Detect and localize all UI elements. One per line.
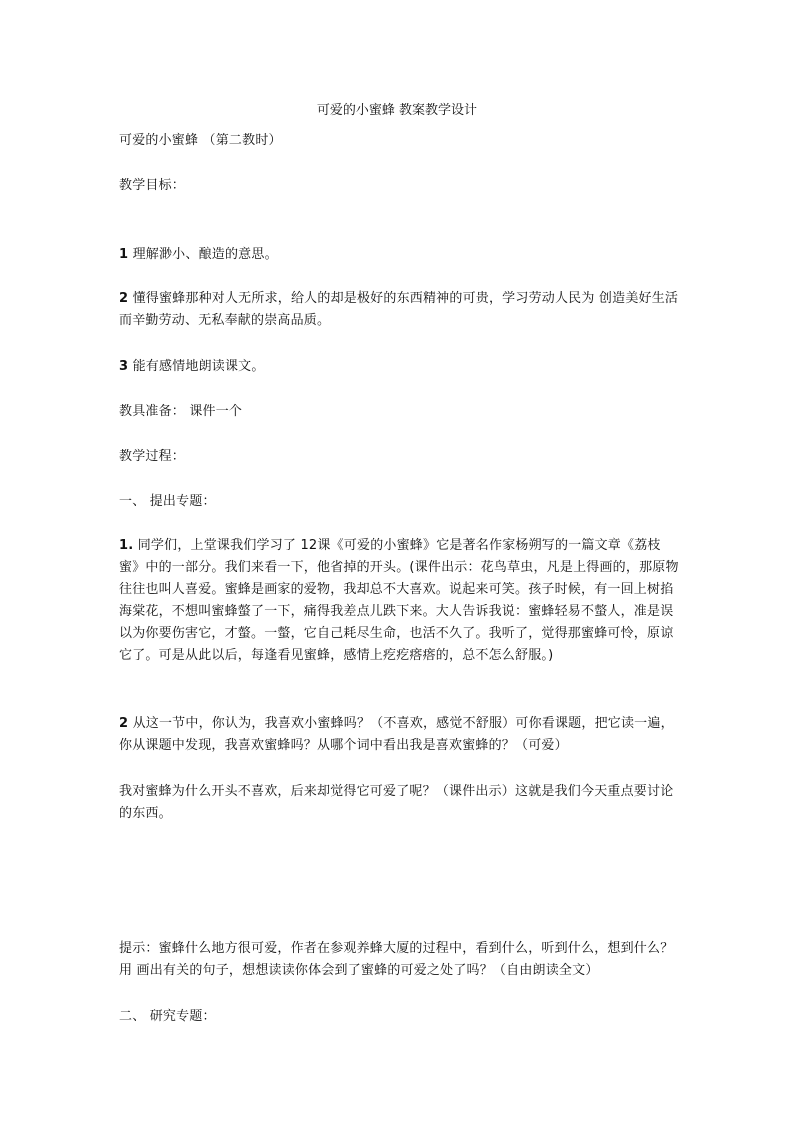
objective-2 [119,288,679,332]
document-title: 可爱的小蜜蜂 教案教学设计 [316,103,478,118]
section-1-heading: 一、 提出专题： [119,494,216,509]
objectives-heading: 教学目标： [119,178,186,193]
objective-3 [119,356,679,378]
paragraph-2 [119,713,679,757]
paragraph-2-text: 从这一节中，你认为，我喜欢小蜜蜂吗？（不喜欢，感觉不舒服）可你看课题，把它读一遍，你从课题中发现，我喜欢蜜蜂吗？从哪个词中看出我是喜欢蜜蜂的？（可爱） [119,716,674,753]
hint-paragraph: 提示：蜜蜂什么地方很可爱，作者在参观养蜂大厦的过程中，看到什么，听到什么，想到什么？用 画出有关的句子，想想读读你体会到了蜜蜂的可爱之处了吗？（自由朗读全文） [119,941,674,978]
objective-1 [119,244,679,266]
process-heading: 教学过程： [119,449,186,464]
paragraph-1-text: 同学们，上堂课我们学习了 12课《可爱的小蜜蜂》它是著名作家杨朔写的一篇文章《荔枝蜜》中的一部分。我们来看一下，他省掉的开头。(课件出示：花鸟草虫，凡是上得画的，那原物往往也叫人喜爱。蜜蜂是画家的爱物，我却总不大喜欢。说起来可笑。孩子时候，有一回上树掐海棠花，不想叫蜜蜂螫了一下，痛得我差点儿跌下来。大人告诉我说：蜜蜂轻易不螫人，准是误以为你要伤害它，才螫。一螫，它自己耗尽生命，也活不久了。我听了，觉得那蜜蜂可怜，原谅它了。可是从此以后，每逢看见蜜蜂，感情上疙疙瘩瘩的，总不怎么舒服。) [119,538,679,663]
objective-3-text: 能有感情地朗读课文。 [128,359,265,374]
paragraph-1 [119,535,679,667]
teaching-tools: 教具准备： 课件一个 [119,404,243,419]
objective-2-text: 懂得蜜蜂那种对人无所求，给人的却是极好的东西精神的可贵，学习劳动人民为 创造美好生活而辛勤劳动、无私奉献的崇高品质。 [119,291,679,328]
objective-1-number: 1 [119,247,129,262]
paragraph-3: 我对蜜蜂为什么开头不喜欢，后来却觉得它可爱了呢？（课件出示）这就是我们今天重点要讨论的东西。 [119,784,674,821]
lesson-subtitle: 可爱的小蜜蜂 （第二教时） [119,133,282,148]
objective-1-text: 理解渺小、酿造的意思。 [128,247,278,262]
objective-2-number: 2 [119,291,129,306]
section-2-heading: 二、 研究专题： [119,1009,216,1024]
objective-3-number: 3 [119,359,129,374]
paragraph-2-number: 2 [119,716,129,731]
paragraph-1-number: 1. [119,538,134,553]
